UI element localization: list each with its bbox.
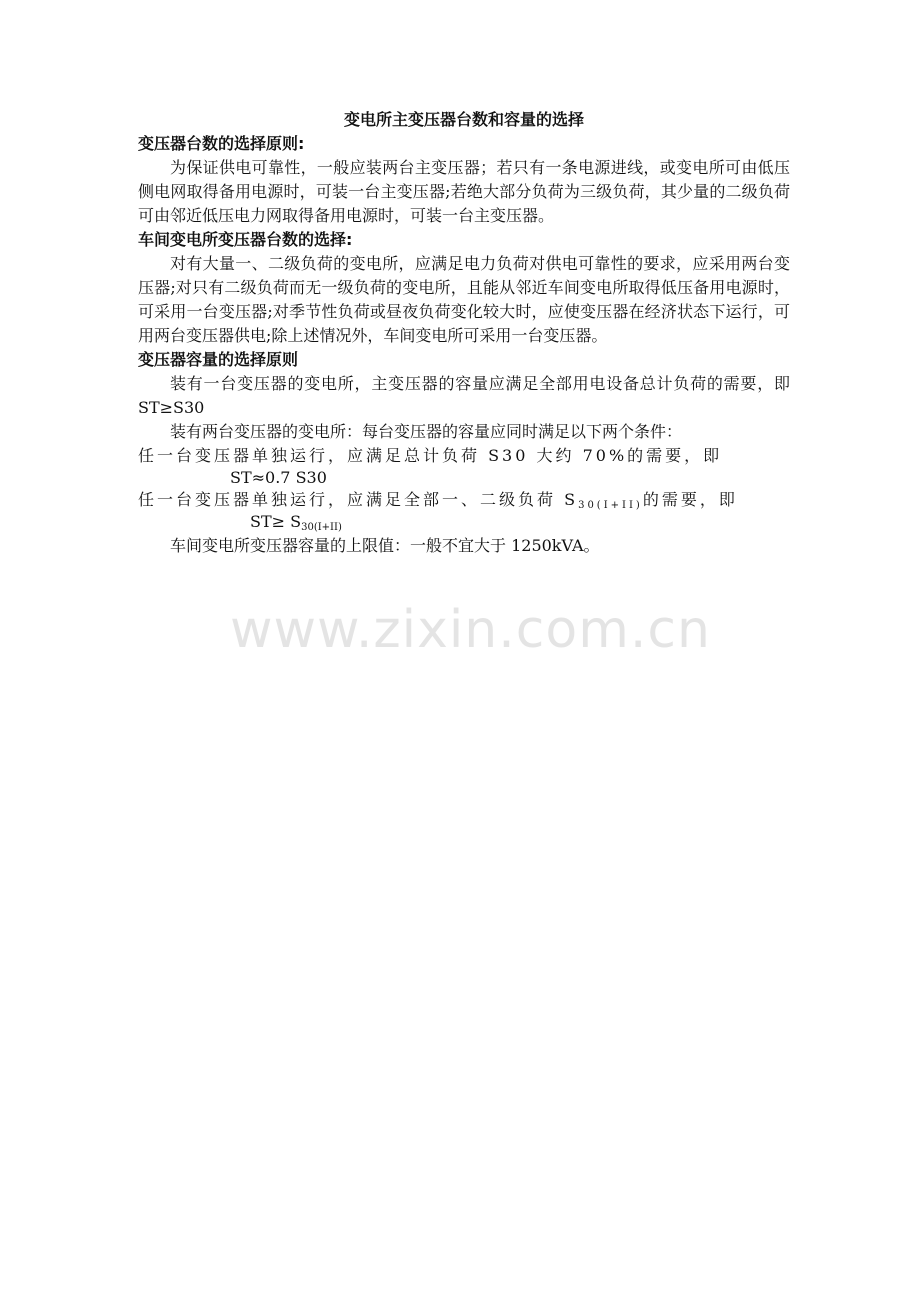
paragraph-upper-limit: 车间变电所变压器容量的上限值：一般不宜大于 1250kVA。 [170,536,600,555]
formula-1: ST≈0.7 S30 [230,468,327,487]
condition-2-symbol: S [564,490,579,509]
condition-2-tail: 的需要，即 [642,490,738,509]
condition-1 [138,444,790,468]
section-heading-count-principle: 变压器台数的选择原则: [138,134,305,153]
formula-2-prefix: ST≥ S [250,512,302,531]
paragraph-single-transformer: 装有一台变压器的变电所，主变压器的容量应满足全部用电设备总计负荷的需要，即 ST≥S30 [138,374,790,417]
condition-2 [138,488,790,512]
condition-1-text: 任一台变压器单独运行，应满足总计负荷 S30 大约 70%的需要，即 [138,446,723,465]
paragraph-two-transformers: 装有两台变压器的变电所：每台变压器的容量应同时满足以下两个条件： [170,422,683,441]
condition-2-line [138,488,738,512]
paragraph-count-principle: 为保证供电可靠性，一般应装两台主变压器；若只有一条电源进线，或变电所可由低压侧电网取得备用电源时，可装一台主变压器;若绝大部分负荷为三级负荷，其少量的二级负荷可由邻近低压电力网取得备用电源时，可装一台主变压器。 [138,158,790,225]
document-title: 变电所主变压器台数和容量的选择 [343,110,584,129]
section-heading-workshop-count: 车间变电所变压器台数的选择: [138,230,353,249]
paragraph-workshop-count: 对有大量一、二级负荷的变电所，应满足电力负荷对供电可靠性的要求，应采用两台变压器;对只有二级负荷而无一级负荷的变电所，且能从邻近车间变电所取得低压备用电源时，可采用一台变压器;对季节性负荷或昼夜负荷变化较大时，应使变压器在经济状态下运行，可用两台变压器供电;除上述情况外，车间变电所可采用一台变压器。 [138,254,790,345]
condition-2-subscript: 30(I+II) [578,500,643,511]
formula-2 [250,512,790,532]
formula-2-subscript: 30(I+II) [301,522,342,533]
document-page [138,108,790,558]
condition-2-text: 任一台变压器单独运行，应满足全部一、二级负荷 [138,490,557,509]
section-heading-capacity-principle: 变压器容量的选择原则 [138,350,299,369]
watermark: www.zixin.com.cn [230,600,711,660]
